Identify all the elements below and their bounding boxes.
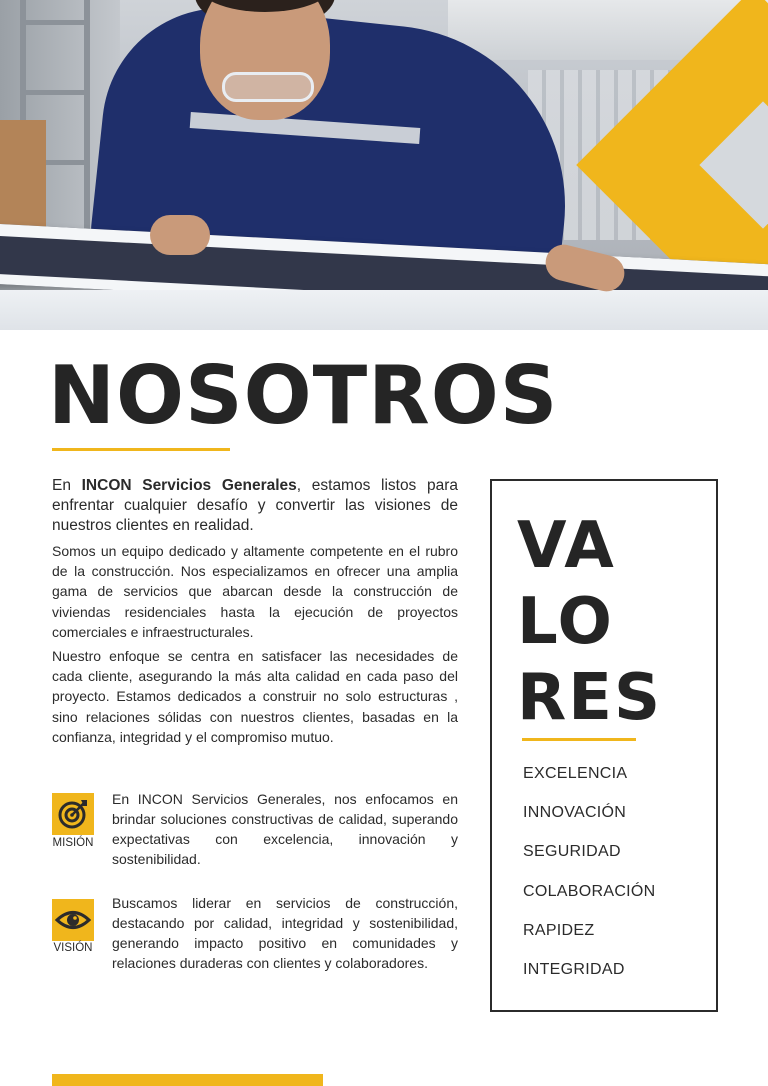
safety-goggles (222, 72, 314, 102)
target-icon (52, 793, 94, 835)
valores-title-line: LO (517, 585, 614, 659)
vision-text: Buscamos liderar en servicios de construcción, destacando por calidad, integridad y sostenibilidad, generando impacto positivo en comunidades y relaciones duraderas con clientes y colaboradores. (112, 895, 458, 971)
intro-paragraph (52, 476, 458, 536)
valores-list (523, 762, 656, 997)
vision-label: VISIÓN (53, 942, 93, 954)
valor-item: EXCELENCIA (523, 765, 628, 782)
valores-title-line: RES (517, 661, 663, 735)
page-title: NOSOTROS (48, 349, 559, 442)
valores-title (517, 508, 662, 736)
valor-item: INNOVACIÓN (523, 804, 627, 822)
valor-item: RAPIDEZ (523, 921, 595, 939)
valor-item: SEGURIDAD (523, 843, 621, 861)
mision-text: En INCON Servicios Generales, nos enfocamos en brindar soluciones constructivas de calidad, superando expectativas con excelencia, innovación y sostenibilidad. (112, 791, 458, 867)
eye-icon (52, 899, 94, 941)
about-paragraph-1: Somos un equipo dedicado y altamente competente en el rubro de la construcción. Nos especializamos en ofrecer una amplia gama de servicios que abarcan desde la construcción de viviendas residenciales hasta la ejecución de proyectos comerciales e infraestructurales. (52, 543, 458, 640)
valores-title-line: VA (517, 509, 616, 583)
valor-item: INTEGRIDAD (523, 960, 625, 978)
title-underline (52, 448, 230, 451)
mision-label: MISIÓN (52, 837, 94, 849)
valor-item: COLABORACIÓN (523, 882, 656, 900)
about-paragraph-2: Nuestro enfoque se centra en satisfacer las necesidades de cada cliente, asegurando la más alta calidad en cada paso del proyecto. Estamos dedicados a construir no solo estructuras , sino relaciones sólidas con nuestros clientes, basadas en la confianza, integridad y el compromiso mutuo. (52, 648, 458, 745)
hero-photo (0, 0, 768, 330)
intro-prefix: En (52, 477, 82, 494)
intro-rest: , estamos listos para enfrentar cualquier desafío y convertir las visiones de nuestros clientes en realidad. (52, 477, 458, 534)
footer-accent-bar (52, 1074, 323, 1086)
company-name: INCON Servicios Generales (81, 477, 297, 494)
valores-underline (522, 738, 636, 741)
